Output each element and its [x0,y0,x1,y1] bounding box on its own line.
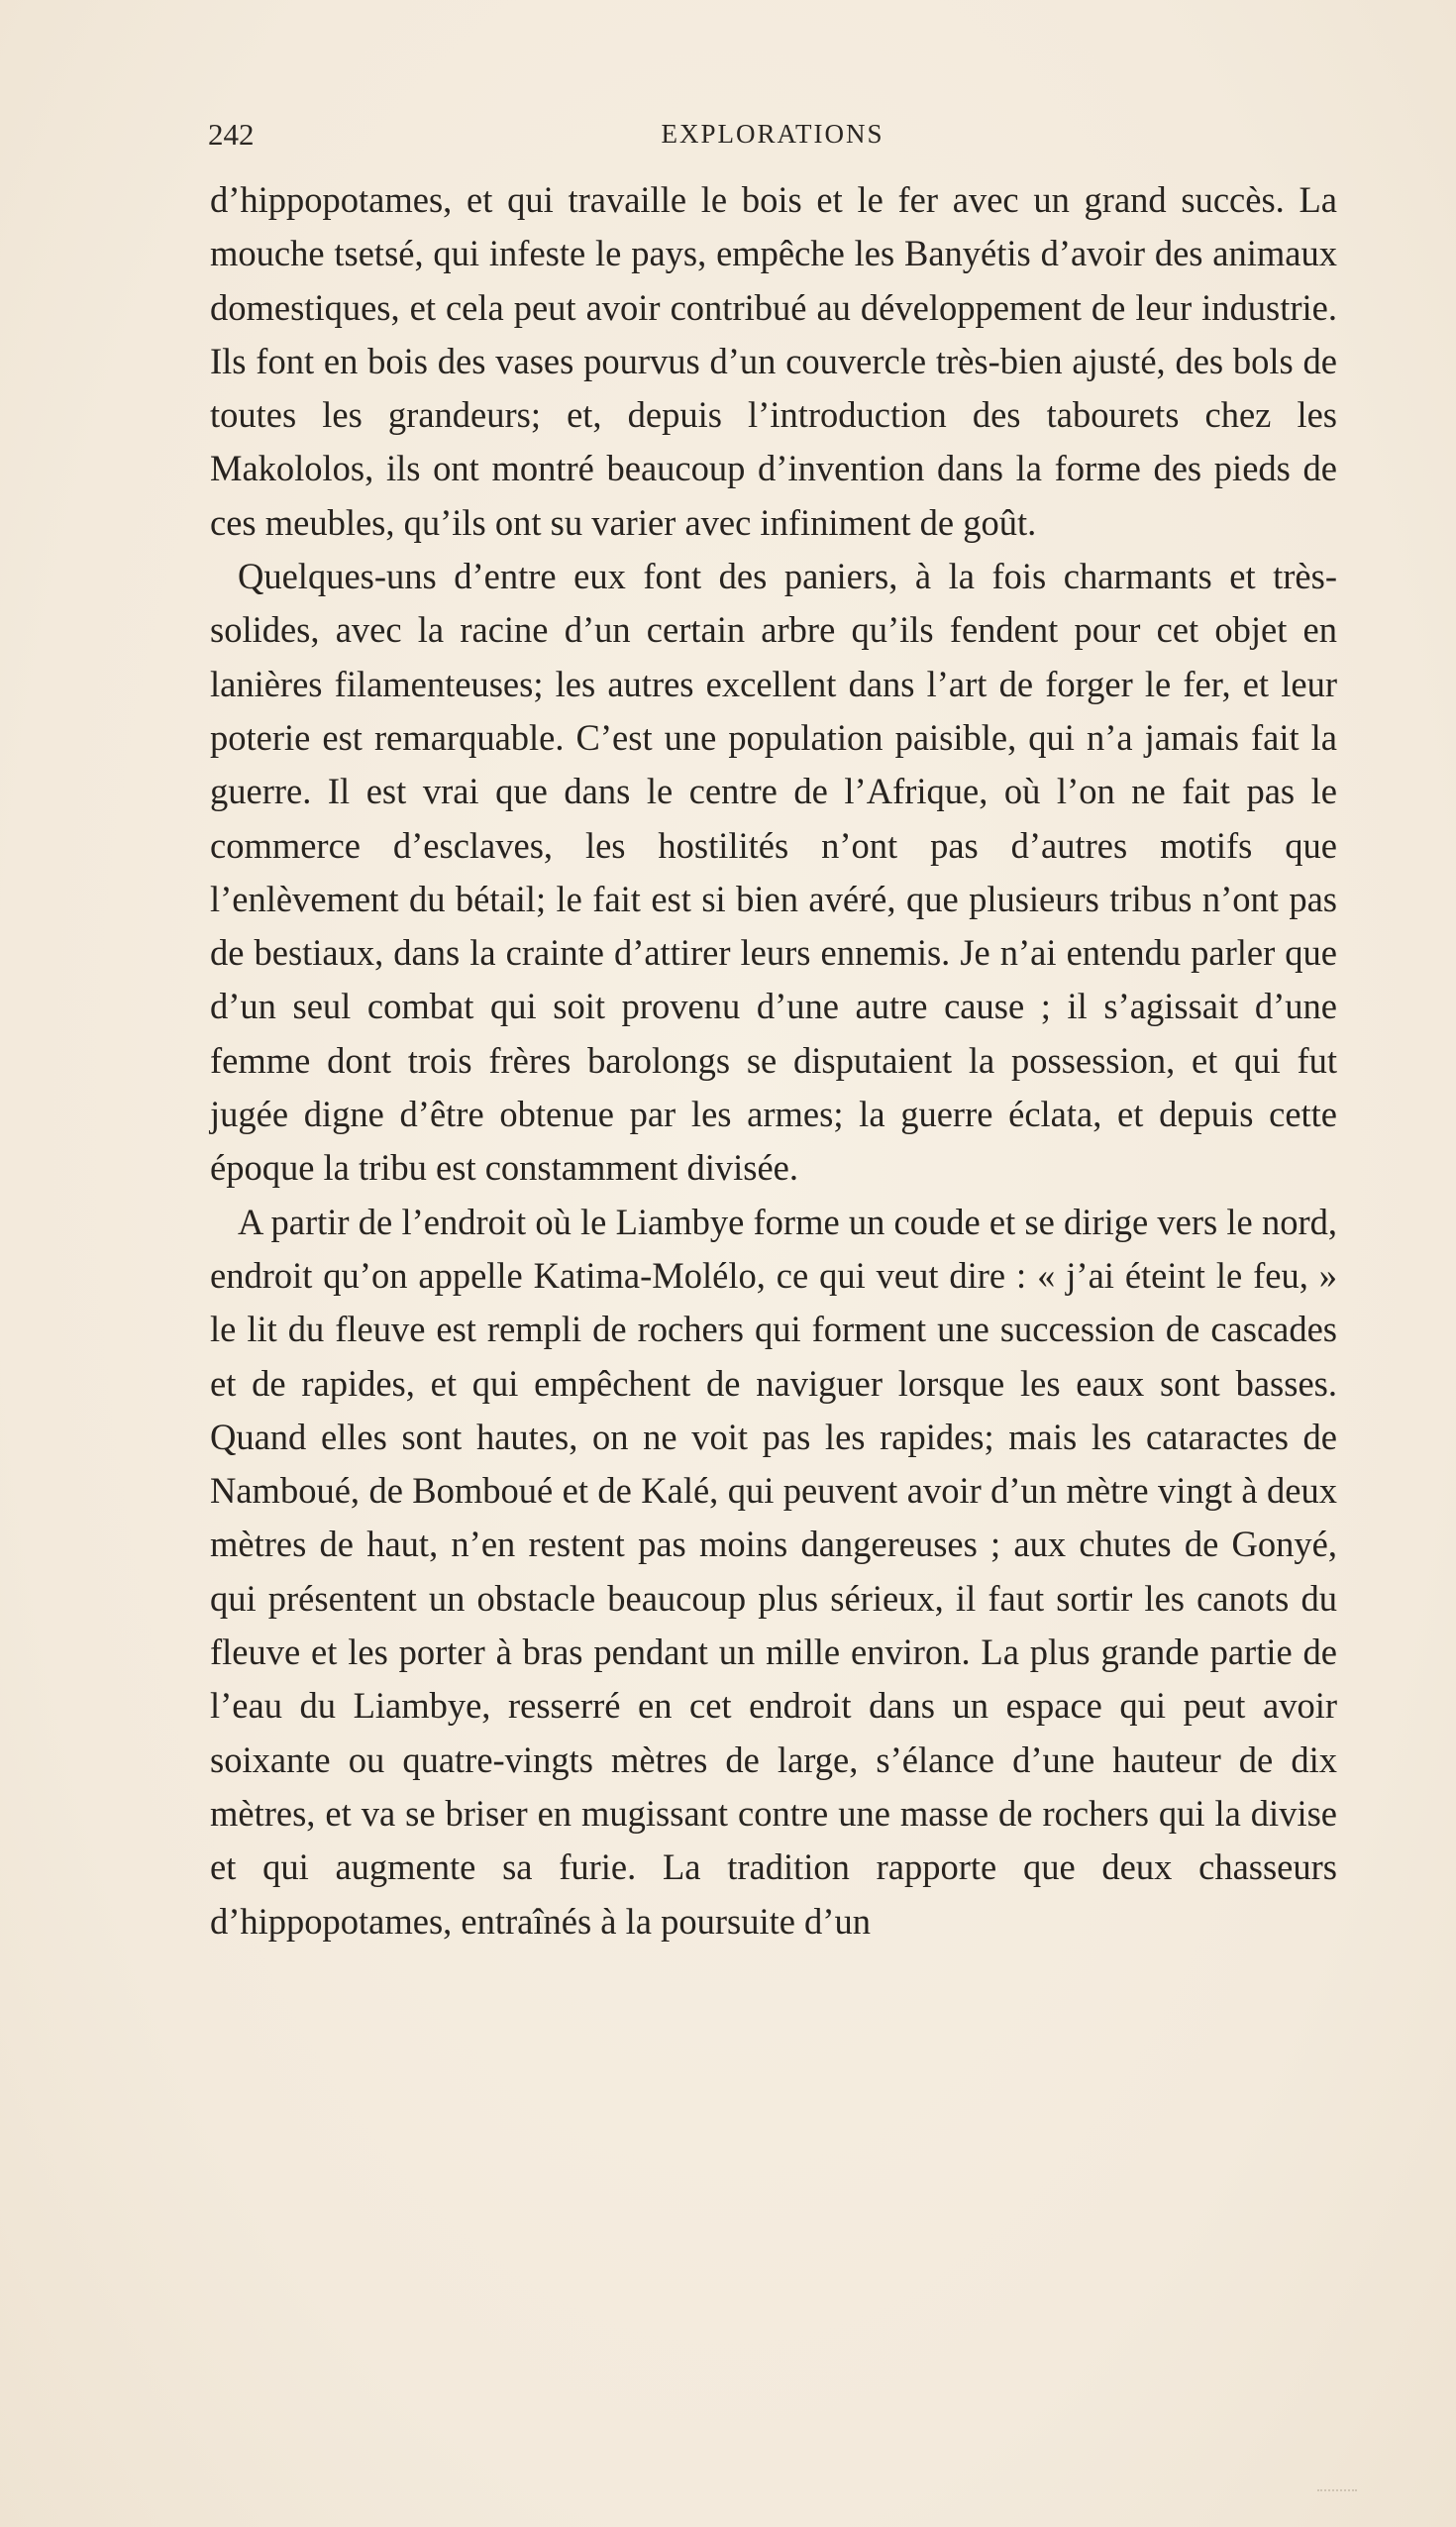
paragraph-3: A partir de l’endroit où le Liambye forme un coude et se dirige vers le nord, endroit qu’on appelle Katima-Molélo, ce qui veut dire : « j’ai éteint le feu, » le lit du fleuve est rempli de rochers qui forment une succession de cascades et de rapides, et qui empêchent de naviguer lorsque les eaux sont basses. Quand elles sont hautes, on ne voit pas les rapides; mais les cataractes de Namboué, de Bomboué et de Kalé, qui peuvent avoir d’un mètre vingt à deux mètres de haut, n’en restent pas moins dangereuses ; aux chutes de Gonyé, qui présentent un obstacle beaucoup plus sérieux, il faut sortir les canots du fleuve et les porter à bras pendant un mille environ. La plus grande partie de l’eau du Liambye, resserré en cet endroit dans un espace qui peut avoir soixante ou quatre-vingts mètres de large, s’élance d’une hauteur de dix mètres, et va se briser en mugissant contre une masse de rochers qui la divise et qui augmente sa furie. La tradition rapporte que deux chasseurs d’hippopotames, entraînés à la poursuite d’un [210,1201,1337,1942]
page-smudge-mark [1317,2489,1357,2497]
page-number: 242 [208,117,255,152]
body-text [210,173,1337,1948]
running-head: EXPLORATIONS [661,119,884,149]
paragraph-1: d’hippopotames, et qui travaille le bois et le fer avec un grand succès. La mouche tsetsé, qui infeste le pays, empêche les Banyétis d’avoir des animaux domestiques, et cela peut avoir contribué au développement de leur industrie. Ils font en bois des vases pourvus d’un couvercle très-bien ajusté, des bols de toutes les grandeurs; et, depuis l’introduction des tabourets chez les Makololos, ils ont montré beaucoup d’invention dans la forme des pieds de ces meubles, qu’ils ont su varier avec infiniment de goût. [210,179,1337,543]
paragraph-2: Quelques-uns d’entre eux font des paniers, à la fois charmants et très-solides, avec la racine d’un certain arbre qu’ils fendent pour cet objet en lanières filamenteuses; les autres excellent dans l’art de forger le fer, et leur poterie est remarquable. C’est une population paisible, qui n’a jamais fait la guerre. Il est vrai que dans le centre de l’Afrique, où l’on ne fait pas le commerce d’esclaves, les hostilités n’ont pas d’autres motifs que l’enlèvement du bétail; le fait est si bien avéré, que plusieurs tribus n’ont pas de bestiaux, dans la crainte d’attirer leurs ennemis. Je n’ai entendu parler que d’un seul combat qui soit provenu d’une autre cause ; il s’agissait d’une femme dont trois frères barolongs se disputaient la possession, et qui fut jugée digne d’être obtenue par les armes; la guerre éclata, et depuis cette époque la tribu est constamment divisée. [210,556,1337,1189]
page-header [208,117,1337,157]
